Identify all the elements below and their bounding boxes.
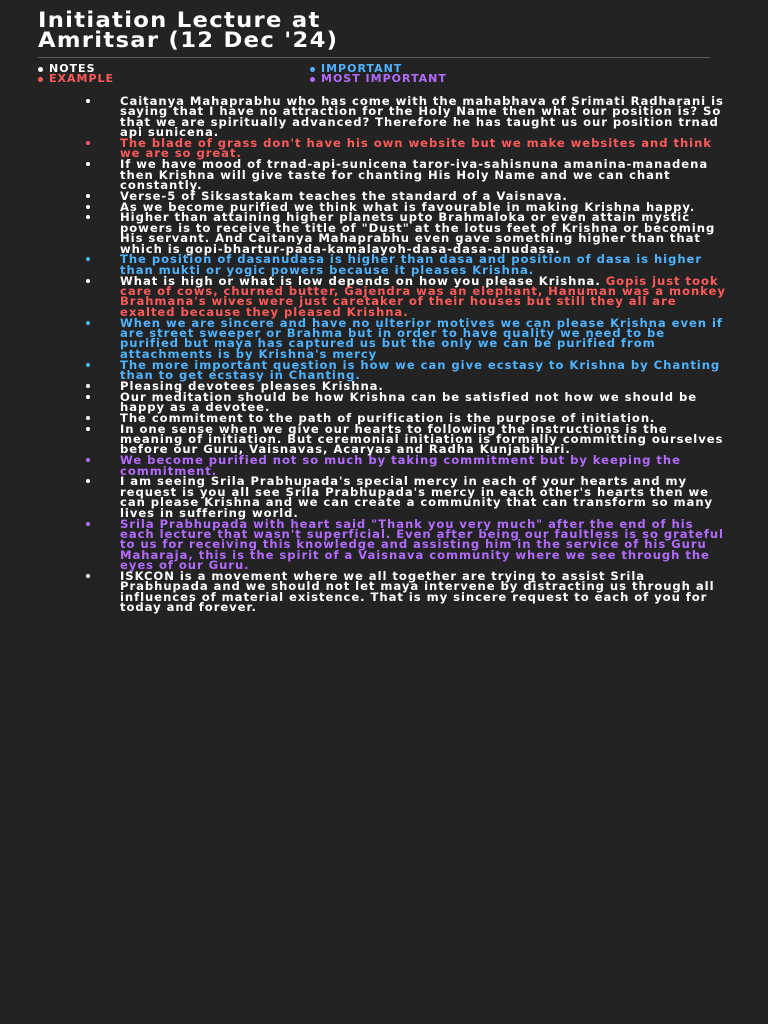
list-item-text: Caitanya Mahaprabhu who has come with the mahabhava of Srimati Radharani is saying that I have no attraction for the Holy Name then what our position is? So that we are spiritually advanced? Therefore he has taught us our position trnad api sunicena. [120, 94, 724, 140]
list-item-text: Higher than attaining higher planets upto Brahmaloka or even attain mystic powers is to receive the title of "Dust" at the lotus feet of Krishna or becoming His servant. And Caitanya Mahaprabhu even gave something higher than that which is gopi-bhartur-pada-kamalayoh-dasa-dasa-anudasa. [120, 210, 716, 256]
legend-notes-label: NOTES [49, 62, 96, 75]
list-item [38, 96, 728, 138]
bullet-icon [86, 384, 90, 388]
list-item-text: I am seeing Srila Prabhupada's special mercy in each of your hearts and my request is you all see Srila Prabhupada's mercy in each other's hearts then we can please Krishna and we can create a community that can transform so many lives in suffering world. [120, 474, 714, 520]
example-dot-icon [38, 77, 43, 82]
list-item-text: Our meditation should be how Krishna can be satisfied not how we should be happy as a devotee. [120, 389, 698, 415]
list-item-text: The commitment to the path of purification is the purpose of initiation. [120, 410, 656, 425]
title-line-2: Amritsar (12 Dec '24) [38, 28, 339, 52]
bullet-icon [86, 427, 90, 431]
list-item-text: The position of dasanudasa is higher than dasa and position of dasa is higher than mukti or yogic powers because it pleases Krishna. [120, 252, 703, 277]
list-item [38, 357, 728, 383]
bullet-icon [86, 257, 90, 261]
bullet-icon [86, 522, 90, 526]
bullet-icon [86, 321, 90, 325]
title-divider [38, 57, 710, 58]
legend-example [38, 74, 310, 84]
bullet-icon [86, 279, 90, 283]
list-item [38, 455, 728, 476]
list-item-text: What is high or what is low depends on how you please Krishna. [120, 273, 601, 288]
list-item-text: The more important question is how we can give ecstasy to Krishna by Chanting than to get ecstasy in Chanting. [120, 357, 721, 383]
color-legend [38, 64, 728, 84]
bullet-icon [86, 574, 90, 578]
list-item-text: In one sense when we give our hearts to following the instructions is the meaning of initiation. But ceremonial initiation is formally committing ourselves before our Guru, Vaisnavas, Acaryas and Radha Kunjabihari. [120, 421, 724, 457]
list-item-text: When we are sincere and have no ulterior motives we can please Krishna even if are street sweeper or Brahma but in order to have quality we need to be purified but maya has captured us but the only we can be purified from attachments is by Krishna's mercy [120, 315, 723, 361]
list-item [38, 254, 728, 275]
bullet-icon [86, 99, 90, 103]
notes-dot-icon [38, 67, 43, 72]
list-item-text: Srila Prabhupada with heart said "Thank you very much" after the end of his each lecture that wasn't superficial. Even after being our faultless is so grateful to us for receiving this knowledge and assisting him in the service of his Guru Maharaja, this is the spirit of a Vaisnava community where we see through the eyes of our Guru. [120, 516, 724, 573]
legend-most-important-label: MOST IMPORTANT [321, 72, 447, 85]
bullet-icon [86, 162, 90, 166]
page-title [38, 10, 768, 50]
legend-example-label: EXAMPLE [49, 72, 115, 85]
title-line-1: Initiation Lecture at [38, 8, 321, 32]
bullet-icon [86, 215, 90, 219]
notes-list [38, 96, 728, 613]
list-item [38, 476, 728, 518]
list-item-text: As we become purified we think what is favourable in making Krishna happy. [120, 199, 696, 214]
bullet-icon [86, 479, 90, 483]
bullet-icon [86, 458, 90, 462]
most-important-dot-icon [310, 77, 315, 82]
list-item [38, 157, 728, 193]
list-item [38, 212, 728, 254]
bullet-icon [86, 141, 90, 145]
important-dot-icon [310, 67, 315, 72]
list-item [38, 389, 728, 415]
bullet-icon [86, 395, 90, 399]
list-item-example-text: Gopis just took care of cows, churned butter, Gajendra was an elephant, Hanuman was a monkey Brahmana's wives were just caretaker of their houses but still they all are exalted because they pleased Krishna. [120, 273, 726, 319]
list-item-text: We become purified not so much by taking commitment but by keeping the commitment. [120, 453, 681, 478]
list-item-text: ISKCON is a movement where we all together are trying to assist Srila Prabhupada and we should not let maya intervene by distracting us through all influences of material existence. That is my sincere request to each of you for today and forever. [120, 568, 715, 615]
list-item-text: Verse-5 of Siksastakam teaches the standard of a Vaisnava. [120, 188, 568, 203]
list-item [38, 568, 728, 615]
bullet-icon [86, 205, 90, 209]
list-item [38, 273, 728, 319]
list-item [38, 421, 728, 457]
bullet-icon [86, 363, 90, 367]
list-item [38, 138, 728, 159]
list-item-text: The blade of grass don't have his own website but we make websites and think we are so great. [120, 136, 712, 161]
list-item-text: If we have mood of trnad-api-sunicena taror-iva-sahisnuna amanina-manadena then Krishna will give taste for chanting His Holy Name and we can chant constantly. [120, 157, 709, 193]
list-item [38, 315, 728, 361]
list-item-text: Pleasing devotees pleases Krishna. [120, 378, 384, 393]
list-item [38, 516, 728, 573]
legend-important-label: IMPORTANT [321, 62, 403, 75]
legend-most-important [310, 74, 610, 84]
bullet-icon [86, 416, 90, 420]
bullet-icon [86, 194, 90, 198]
